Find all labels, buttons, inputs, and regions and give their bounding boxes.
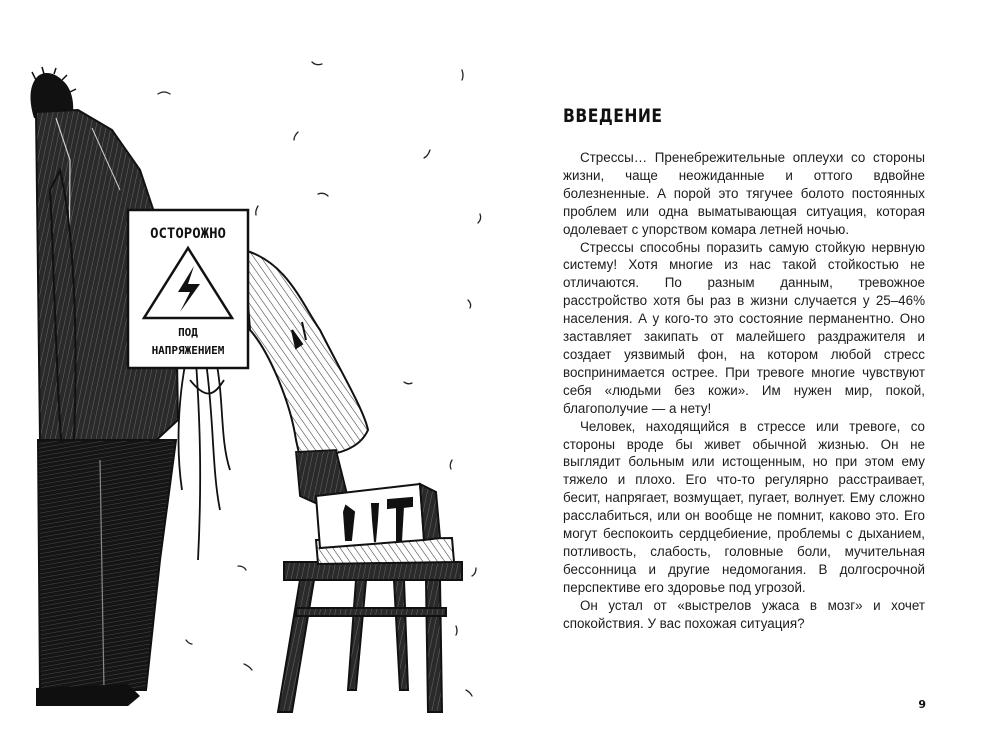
paragraph: Он устал от «выстрелов ужаса в мозг» и хочет спокойствия. У вас похожая ситуация?: [563, 597, 925, 631]
paragraph: Человек, находящийся в стрессе или тревоге, со стороны вроде бы живет обычной жизнью. Он не выглядит больным или истощенным, но при этом ему тяжело и плохо. Его что-то регулярно расстраивает, бесит, напрягает, возмущает, пугает, волнует. Ему сложно расслабиться, или он вообще не помнит, каково это. Его могут беспокоить сердцебиение, проблемы с дыханием, потливость, слабость, головные боли, мучительная бессонница и другие недомогания. В долгосрочной перспективе его здоровье под угрозой.: [563, 418, 925, 595]
paragraph: Стрессы способны поразить самую стойкую нервную систему! Хотя многие из нас такой стойкостью не отличаются. По разным данным, тревожное расстройство хотя бы раз в жизни случается у 25–46% населения. А у кого-то это состояние перманентно. Оно заставляет закипать от малейшего раздражителя и создает уязвимый фон, на котором любой стресс воспринимается острее. При тревоге многие чувствуют себя «людьми без кожи». Им нужен мир, покой, благополучие — а нету!: [563, 239, 925, 416]
man-right-arm-sleeve: [244, 250, 368, 458]
book-with-tools: [316, 484, 454, 564]
chapter-body: [563, 149, 925, 632]
sign-bottom-line2: НАПРЯЖЕНИЕМ: [151, 344, 225, 357]
chapter-title: ВВЕДЕНИЕ: [563, 105, 663, 127]
text-page: [563, 105, 925, 632]
sign-top-text: ОСТОРОЖНО: [150, 226, 226, 242]
wrench-icon: [344, 506, 354, 540]
man-trousers: [38, 440, 176, 690]
hanging-wires: [179, 360, 230, 560]
paragraph: Стрессы… Пренебрежительные оплеухи со стороны жизни, чаще неожиданные и оттого вдвойне болезненные. А порой это тягучее болото постоянных проблем или одна выматывающая ситуация, которая одолевает с упорством комара летней ночью.: [563, 150, 925, 237]
stool: [278, 562, 462, 712]
page-number: 9: [918, 698, 926, 711]
sign-bottom-line1: ПОД: [178, 326, 198, 339]
warning-sign: [128, 210, 248, 368]
